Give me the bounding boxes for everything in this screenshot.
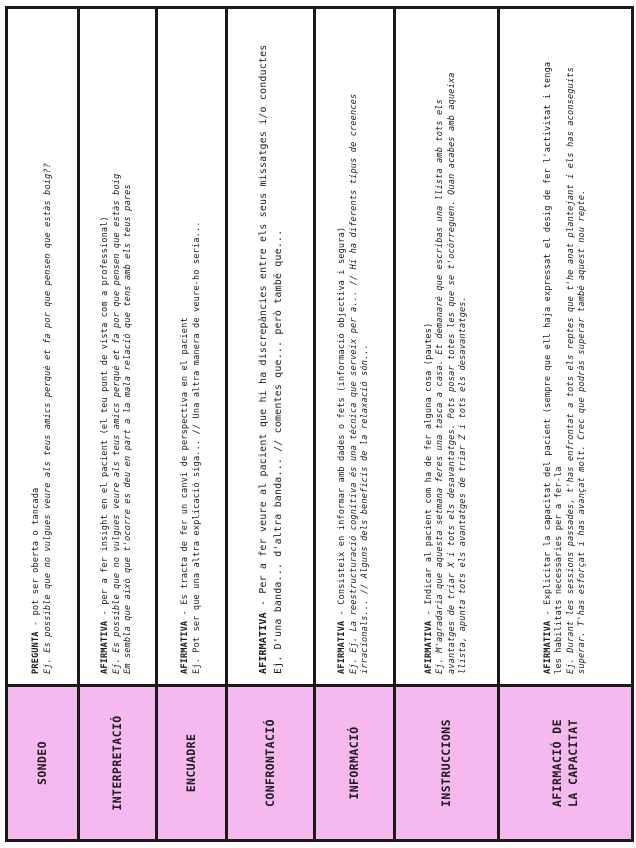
description-text: - Es tracta de fer un canvi de perspectiva en el pacient — [180, 317, 191, 621]
statement-type: AFIRMATIVA — [180, 620, 191, 674]
description-text: - per a fer insight en el pacient (el teu punt de vista com a professional) — [100, 216, 111, 621]
technique-label: ENCUADRE — [157, 686, 227, 841]
table-row — [395, 8, 499, 841]
description-line — [100, 19, 111, 674]
statement-type: AFIRMATIVA — [257, 612, 269, 674]
technique-description — [79, 8, 157, 686]
description-line — [337, 19, 348, 674]
technique-description — [7, 8, 79, 686]
description-text: - Per a fer veure al pacient que hi ha discrepàncies entre els seus missatges i/o conductes — [257, 44, 269, 613]
description-line — [577, 19, 588, 674]
description-text: - pot ser oberta o tancada — [31, 487, 42, 632]
statement-type: AFIRMATIVA — [337, 620, 348, 674]
description-line — [543, 19, 554, 674]
communication-techniques-table — [5, 6, 634, 842]
statement-type: PREGUNTA — [31, 631, 42, 674]
description-line — [458, 19, 469, 674]
description-line — [123, 19, 134, 674]
technique-label: CONFRONTACIÓ — [227, 686, 315, 841]
description-line — [424, 19, 435, 674]
description-line — [360, 19, 371, 674]
technique-label: INTERPRETACIÓ — [79, 686, 157, 841]
table-row — [227, 8, 315, 841]
description-line — [180, 19, 191, 674]
table-row — [7, 8, 79, 841]
description-text: - Consisteix en informar amb dades o fets (informació objectiva i segura) — [337, 226, 348, 621]
technique-description — [157, 8, 227, 686]
table-row — [79, 8, 157, 841]
description-text: Ej. Pot ser que una altra explicació siga... // Una altra manera de veure-ho seria... — [191, 221, 202, 674]
description-line — [566, 19, 577, 674]
table-row — [157, 8, 227, 841]
description-text: les habilitats necessàries per a fer-la — [554, 466, 565, 674]
description-line — [31, 19, 42, 674]
description-line — [112, 19, 123, 674]
table-row — [499, 8, 633, 841]
example-text: Ej. És possible que no vulgues veure als teus amics perquè et fa por que pensen que estàs boig — [111, 173, 122, 674]
example-text: Em sembla que això que t'ocorre es deu en part a la mala relació que tens amb els teus pares — [123, 184, 134, 674]
description-line — [43, 19, 54, 674]
example-text: Ej. És possible que no vulgues veure als teus amics perquè et fa por que pensen que estàs boig?? — [42, 162, 53, 674]
example-text: llista, apunta tots els avantatges de triar Z i tots els desavantatges. — [457, 296, 468, 674]
example-text: irracionals... // Alguns dels beneficis de la relaxació són... — [360, 343, 371, 674]
statement-type: AFIRMATIVA — [423, 620, 434, 674]
description-text: - Explicitar la capacitat del pacient (sempre que ell haja expressat el desig de fer l'activitat i tenga — [542, 61, 553, 621]
description-line — [554, 19, 565, 674]
description-text: Ej. D'una banda... d'altra banda... // comentes que... però també que... — [272, 229, 284, 674]
description-line — [271, 19, 286, 674]
description-line — [192, 19, 203, 674]
technique-description — [227, 8, 315, 686]
technique-description — [395, 8, 499, 686]
technique-description — [499, 8, 633, 686]
technique-label: INFORMACIÓ — [315, 686, 395, 841]
example-text: avantatges de triar X i tots els desavantatges. Pots posar totes les que se t'ocórreguen. Quan acabes amb aqueixa — [446, 72, 457, 674]
description-line — [349, 19, 360, 674]
example-text: Ej. Durant les sessions passades, t'has enfrontat a tots els reptes que t'he anat plantejant i els has aconseguits — [565, 67, 576, 674]
technique-label: INSTRUCCIONS — [395, 686, 499, 841]
example-text: superar. T'has esforçat i has avançat molt. Crec que podràs superar també aquest nou repte. — [576, 189, 587, 674]
description-line — [435, 19, 446, 674]
description-text: - Indicar al pacient com ha de fer alguna cosa (pautes) — [423, 322, 434, 621]
example-text: Ej. Ej. La reestructuració cognitiva és una tècnica que serveix per a... // Hi ha diferents tipus de creences — [348, 93, 359, 674]
example-text: Ej. M'agradaria que aquesta setmana feres una tasca a casa. Et demanaré que escribas una llista amb tots els — [435, 99, 446, 674]
table-row — [315, 8, 395, 841]
technique-label: AFIRMACIÓ DE LA CAPACITAT — [499, 686, 633, 841]
statement-type: AFIRMATIVA — [542, 620, 553, 674]
technique-description — [315, 8, 395, 686]
description-line — [256, 19, 271, 674]
description-line — [447, 19, 458, 674]
technique-label: SONDEO — [7, 686, 79, 841]
statement-type: AFIRMATIVA — [100, 620, 111, 674]
